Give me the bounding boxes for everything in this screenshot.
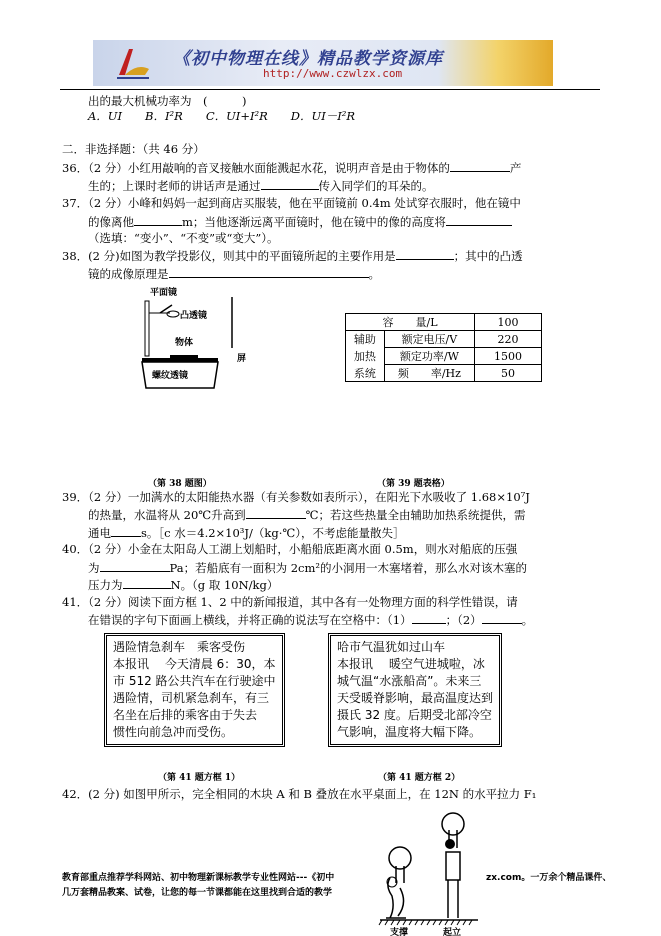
table-cell: 100 xyxy=(475,314,542,331)
box2-line: 城气温“水涨船高”。未来三 xyxy=(337,674,482,688)
table-row xyxy=(346,365,542,382)
table-row xyxy=(346,348,542,365)
q40-line3: 压力为 N。（g 取 10N/kg） xyxy=(88,578,279,592)
box2-line: 本报讯 暖空气进城啦，冰 xyxy=(337,657,485,671)
q37-line2: 的像离他 m；当他逐渐远离平面镜时，他在镜中的像的高度将 xyxy=(88,213,512,230)
label-stand: 起立 xyxy=(443,928,462,936)
projector-figure xyxy=(140,283,247,398)
table-cell: 加热 xyxy=(346,348,385,365)
label-plane-mirror: 平面镜 xyxy=(150,288,178,298)
box1-line: 名坐在后排的乘客由于失去 xyxy=(113,708,258,722)
q39-line2: 的热量，水温将从 20℃升高到 ℃；若这些热量全由辅助加热系统提供，需 xyxy=(88,508,526,522)
table-cell: 额定电压/V xyxy=(384,331,474,348)
box1-caption: （第 41 题方框 1） xyxy=(158,773,241,783)
table-cell: 容 量/L xyxy=(346,314,475,331)
table-cell: 1500 xyxy=(475,348,542,365)
q41-line1: 41．（2 分）阅读下面方框 1、2 中的新闻报道，其中各有一处物理方面的科学性错误，请 xyxy=(62,595,518,609)
label-object: 物体 xyxy=(175,338,194,348)
q41-line2: 在错误的字句下面画上横线，并将正确的说法写在空格中：（1） ；（2） 。 xyxy=(88,613,534,627)
q36-line1: 36．（2 分）小红用敲响的音叉接触水面能溅起水花，说明声音是由于物体的 产 xyxy=(62,161,522,175)
q38-line2: 镜的成像原理是 。 xyxy=(88,267,380,281)
box2-line: 摄氏 32 度。后期受北部冷空 xyxy=(337,708,492,722)
site-banner xyxy=(93,40,553,86)
q35-tail: 出的最大机械功率为 ( ) xyxy=(88,94,247,108)
table-cell: 50 xyxy=(475,365,542,382)
table-cell: 辅助 xyxy=(346,331,385,348)
table-cell: 220 xyxy=(475,331,542,348)
table-row xyxy=(346,331,542,348)
table-cell: 系统 xyxy=(346,365,385,382)
table39-caption: （第 39 题表格） xyxy=(377,479,450,489)
banner-url[interactable]: http://www.czwlzx.com xyxy=(263,67,403,80)
q39-line1: 39．（2 分）一加满水的太阳能热水器（有关参数如表所示），在阳光下水吸收了 1.68×10⁷J xyxy=(62,490,530,504)
q42-line1: 42．(2 分) 如图甲所示，完全相同的木块 A 和 B 叠放在水平桌面上，在 12N 的水平拉力 F₁ xyxy=(62,787,537,801)
box1-line: 市 512 路公共汽车在行驶途中 xyxy=(113,674,276,688)
footer-line2: 几万套精品教案、试卷，让您的每一节课都能在这里找到合适的教学 xyxy=(62,888,333,898)
news-box-2 xyxy=(328,633,502,747)
box2-line: 气影响，温度将大幅下降。 xyxy=(337,725,482,739)
label-convex-lens: 凸透镜 xyxy=(180,311,208,321)
header-rule xyxy=(60,89,600,90)
label-fresnel-lens: 螺纹透镜 xyxy=(152,371,189,381)
weightlifter-figure xyxy=(350,808,482,936)
box2-line: 天受暖脊影响，最高温度达到 xyxy=(337,691,494,705)
box1-line: 本报讯 今天清晨 6：30，本 xyxy=(113,657,276,671)
q40-line2: 为 Pa；若船底有一面积为 2cm²的小洞用一木塞堵着，那么水对该木塞的 xyxy=(88,561,528,575)
box2-caption: （第 41 题方框 2） xyxy=(378,773,461,783)
footer-line1-end: zx.com。一万余个精品课件、 xyxy=(486,873,612,883)
weightlifter-icon xyxy=(350,808,482,936)
q35-options: A．UI B．I²R C．UI+I²R D．UI－I²R xyxy=(88,109,356,123)
label-squat: 支撑 xyxy=(390,928,409,936)
q39-line3: 通电 s。［c 水＝4.2×10³J/（kg·℃），不考虑能量散失］ xyxy=(88,526,405,540)
q40-line1: 40．（2 分）小金在太阳岛人工湖上划船时，小船船底距离水面 0.5m，则水对船底的压强 xyxy=(62,542,518,556)
q38-line1: 38．(2 分)如图为教学投影仪，则其中的平面镜所起的主要作用是 ；其中的凸透 xyxy=(62,249,523,263)
news-box-1 xyxy=(104,633,285,747)
table-cell: 额定功率/W xyxy=(384,348,474,365)
box1-line: 遇险情，司机紧急刹车，有三 xyxy=(113,691,270,705)
box1-line: 惯性向前急冲而受伤。 xyxy=(113,725,234,739)
q37-line1: 37．（2 分）小峰和妈妈一起到商店买服装，他在平面镜前 0.4m 处试穿衣服时，他在镜中 xyxy=(62,196,521,210)
box1-headline: 遇险情急刹车 乘客受伤 xyxy=(113,640,246,654)
table-row xyxy=(346,314,542,331)
fig38-caption: （第 38 题图） xyxy=(148,479,212,489)
site-logo-icon xyxy=(115,45,151,81)
footer-line1: 教育部重点推荐学科网站、初中物理新课标教学专业性网站---《初中 xyxy=(62,873,335,883)
box2-headline: 哈市气温犹如过山车 xyxy=(337,640,446,654)
q37-line3: （选填：“变小”、“不变”或“变大”）。 xyxy=(88,231,279,245)
q36-line2: 生的；上课时老师的讲话声是通过 传入同学们的耳朵的。 xyxy=(88,179,434,193)
table-cell: 频 率/Hz xyxy=(384,365,474,382)
label-screen: 屏 xyxy=(237,354,247,364)
section-heading: 二．非选择题：（共 46 分） xyxy=(62,142,205,156)
banner-title: 《初中物理在线》精品教学资源库 xyxy=(173,49,443,69)
spec-table xyxy=(345,313,542,382)
